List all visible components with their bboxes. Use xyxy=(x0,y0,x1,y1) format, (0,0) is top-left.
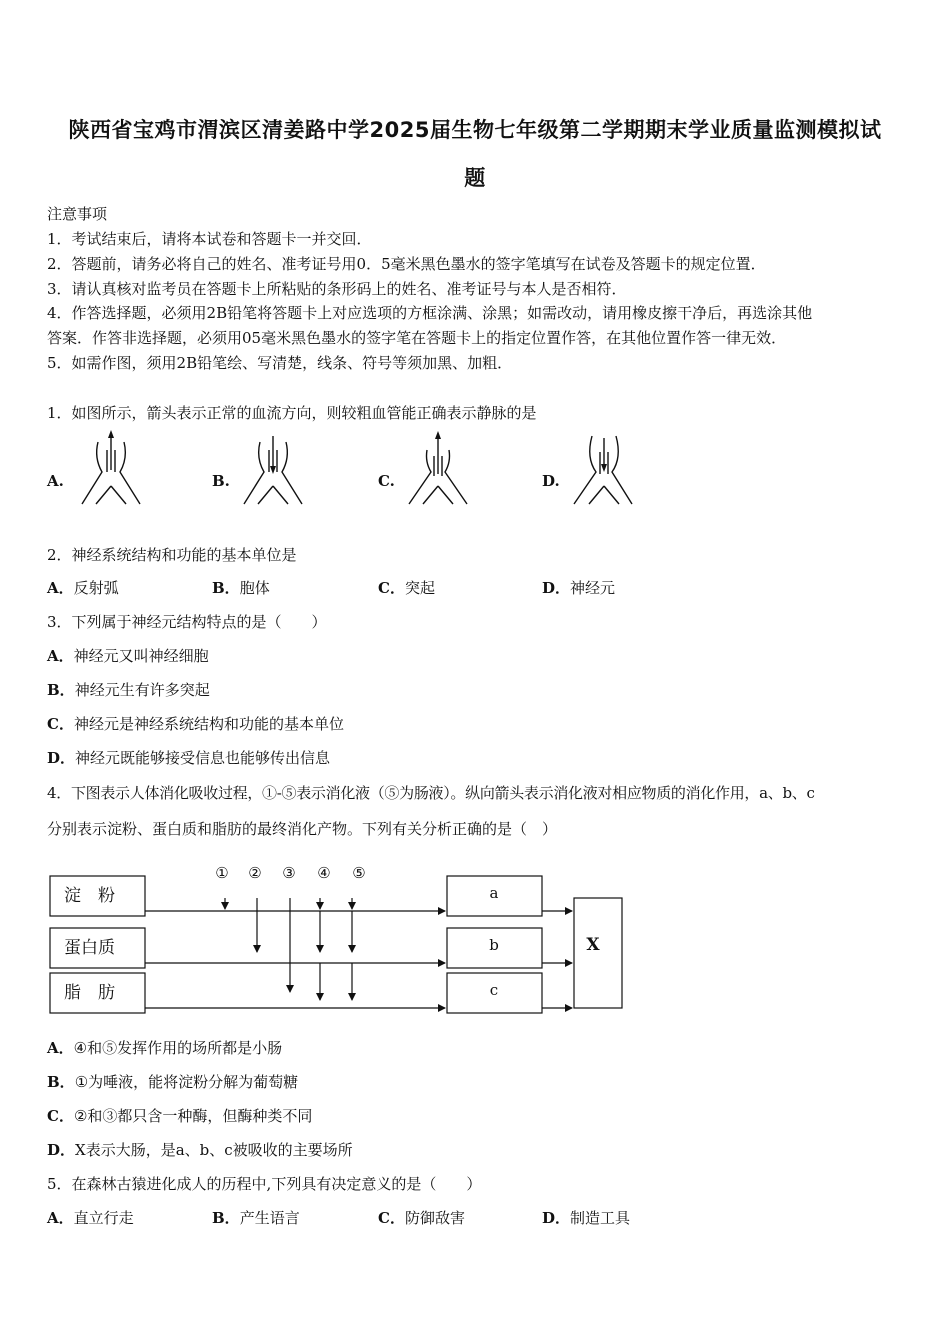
juice-2-label: ② xyxy=(248,864,262,882)
q3-option-a-text: 神经元又叫神经细胞 xyxy=(73,647,209,665)
note-item: 1．考试结束后，请将本试卷和答题卡一并交回． xyxy=(47,230,372,248)
q5-stem: 5．在森林古猿进化成人的历程中,下列具有决定意义的是（ ） xyxy=(47,1175,482,1193)
q4-option-a-label: A． xyxy=(47,1039,74,1057)
note-item: 答案．作答非选择题，必须用05毫米黑色墨水的签字笔在答题卡上的指定位置作答，在其他位置作答一律无效． xyxy=(47,329,787,347)
q4-option-b-text: ①为唾液，能将淀粉分解为葡萄糖 xyxy=(74,1073,299,1091)
q5-option-b xyxy=(212,1207,300,1228)
q4-option-c-text: ②和③都只含一种酶，但酶种类不同 xyxy=(73,1107,313,1125)
q4-option-d-label: D． xyxy=(47,1141,76,1159)
q1-vessel-d-diagram xyxy=(570,428,640,510)
q2-option-b xyxy=(212,577,270,598)
q3-option-d-label: D． xyxy=(47,749,76,767)
q5-option-d-text: 制造工具 xyxy=(570,1209,631,1227)
q4-option-a xyxy=(47,1037,282,1058)
q5-option-a-label: A． xyxy=(47,1209,74,1227)
q1-vessel-a-diagram xyxy=(78,428,148,510)
q2-option-a-text: 反射弧 xyxy=(73,579,119,597)
fat-label: 脂 肪 xyxy=(64,983,115,1003)
q3-option-c-label: C． xyxy=(47,715,74,733)
juice-4-label: ④ xyxy=(317,864,331,882)
juice-5-label: ⑤ xyxy=(352,864,366,882)
q3-option-b-label: B． xyxy=(47,681,75,699)
arrow-down-icon xyxy=(270,466,276,474)
q2-option-a-label: A． xyxy=(47,579,74,597)
note-item: 3．请认真核对监考员在答题卡上所粘贴的条形码上的姓名、准考证号与本人是否相符． xyxy=(47,280,627,298)
q1-option-a-label: A. xyxy=(47,472,64,490)
q1-vessel-c-diagram xyxy=(405,428,475,510)
product-c-label: c xyxy=(489,981,499,999)
starch-label: 淀 粉 xyxy=(64,886,115,906)
q5-option-b-text: 产生语言 xyxy=(239,1209,300,1227)
page-title: 陕西省宝鸡市渭滨区清姜路中学2025届生物七年级第二学期期末学业质量监测模拟试 xyxy=(68,118,882,142)
q2-option-a xyxy=(47,577,119,598)
q4-stem-line1: 4．下图表示人体消化吸收过程，①-⑤表示消化液（⑤为肠液）。纵向箭头表示消化液对相应物质的消化作用，a、b、c xyxy=(47,784,815,802)
q3-option-c-text: 神经元是神经系统结构和功能的基本单位 xyxy=(73,715,344,733)
note-item: 2．答题前，请务必将自己的姓名、准考证号用0．5毫米黑色墨水的签字笔填写在试卷及答题卡的规定位置． xyxy=(47,255,766,273)
arrow-up-icon xyxy=(435,431,441,439)
q3-option-a-label: A． xyxy=(47,647,74,665)
x-label: X xyxy=(586,935,600,955)
note-item: 4．作答选择题，必须用2B铅笔将答题卡上对应选项的方框涂满、涂黑；如需改动，请用橡皮擦干净后，再选涂其他 xyxy=(47,304,813,322)
q2-stem: 2．神经系统结构和功能的基本单位是 xyxy=(47,546,297,564)
q2-option-c xyxy=(378,577,435,598)
q5-option-a-text: 直立行走 xyxy=(73,1209,134,1227)
q3-option-d xyxy=(47,747,330,768)
product-a-label: a xyxy=(489,884,499,902)
notes-heading: 注意事项 xyxy=(47,205,108,223)
arrow-up-icon xyxy=(108,430,114,438)
q4-option-d-text: X表示大肠，是a、b、c被吸收的主要场所 xyxy=(75,1141,353,1159)
q2-option-c-text: 突起 xyxy=(404,579,435,597)
q5-option-d xyxy=(542,1207,630,1228)
q2-option-c-label: C． xyxy=(378,579,405,597)
q1-stem: 1．如图所示，箭头表示正常的血流方向，则较粗血管能正确表示静脉的是 xyxy=(47,404,537,422)
q5-option-c-text: 防御敌害 xyxy=(404,1209,465,1227)
q5-option-a xyxy=(47,1207,134,1228)
q1-option-d-label: D. xyxy=(542,472,560,490)
arrow-down-icon xyxy=(601,464,607,472)
protein-label: 蛋白质 xyxy=(64,938,115,958)
q1-option-b-label: B. xyxy=(212,472,230,490)
q3-option-b xyxy=(47,679,210,700)
q4-digestion-diagram xyxy=(44,858,634,1018)
q4-option-b xyxy=(47,1071,298,1092)
q4-option-c-label: C． xyxy=(47,1107,74,1125)
q3-option-c xyxy=(47,713,344,734)
q2-option-d-text: 神经元 xyxy=(570,579,616,597)
q1-option-c-label: C. xyxy=(378,472,395,490)
q1-vessel-b-diagram xyxy=(240,428,310,510)
q5-option-c-label: C． xyxy=(378,1209,405,1227)
q5-option-b-label: B． xyxy=(212,1209,240,1227)
q3-option-d-text: 神经元既能够接受信息也能够传出信息 xyxy=(75,749,331,767)
q3-stem: 3．下列属于神经元结构特点的是（ ） xyxy=(47,613,327,631)
juice-3-label: ③ xyxy=(282,864,296,882)
juice-1-label: ① xyxy=(215,864,229,882)
q5-option-c xyxy=(378,1207,465,1228)
q2-option-d xyxy=(542,577,615,598)
q4-option-c xyxy=(47,1105,312,1126)
q2-option-b-label: B． xyxy=(212,579,240,597)
q4-option-b-label: B． xyxy=(47,1073,75,1091)
q2-option-b-text: 胞体 xyxy=(239,579,270,597)
q5-option-d-label: D． xyxy=(542,1209,571,1227)
q2-option-d-label: D． xyxy=(542,579,571,597)
q3-option-b-text: 神经元生有许多突起 xyxy=(74,681,210,699)
product-b-label: b xyxy=(489,936,499,954)
q4-option-a-text: ④和⑤发挥作用的场所都是小肠 xyxy=(73,1039,283,1057)
note-item: 5．如需作图，须用2B铅笔绘、写清楚，线条、符号等须加黑、加粗． xyxy=(47,354,513,372)
q4-stem-line2: 分别表示淀粉、蛋白质和脂肪的最终消化产物。下列有关分析正确的是（ ） xyxy=(47,820,558,838)
page-title-continued: 题 xyxy=(464,166,486,190)
q3-option-a xyxy=(47,645,209,666)
q4-option-d xyxy=(47,1139,353,1160)
